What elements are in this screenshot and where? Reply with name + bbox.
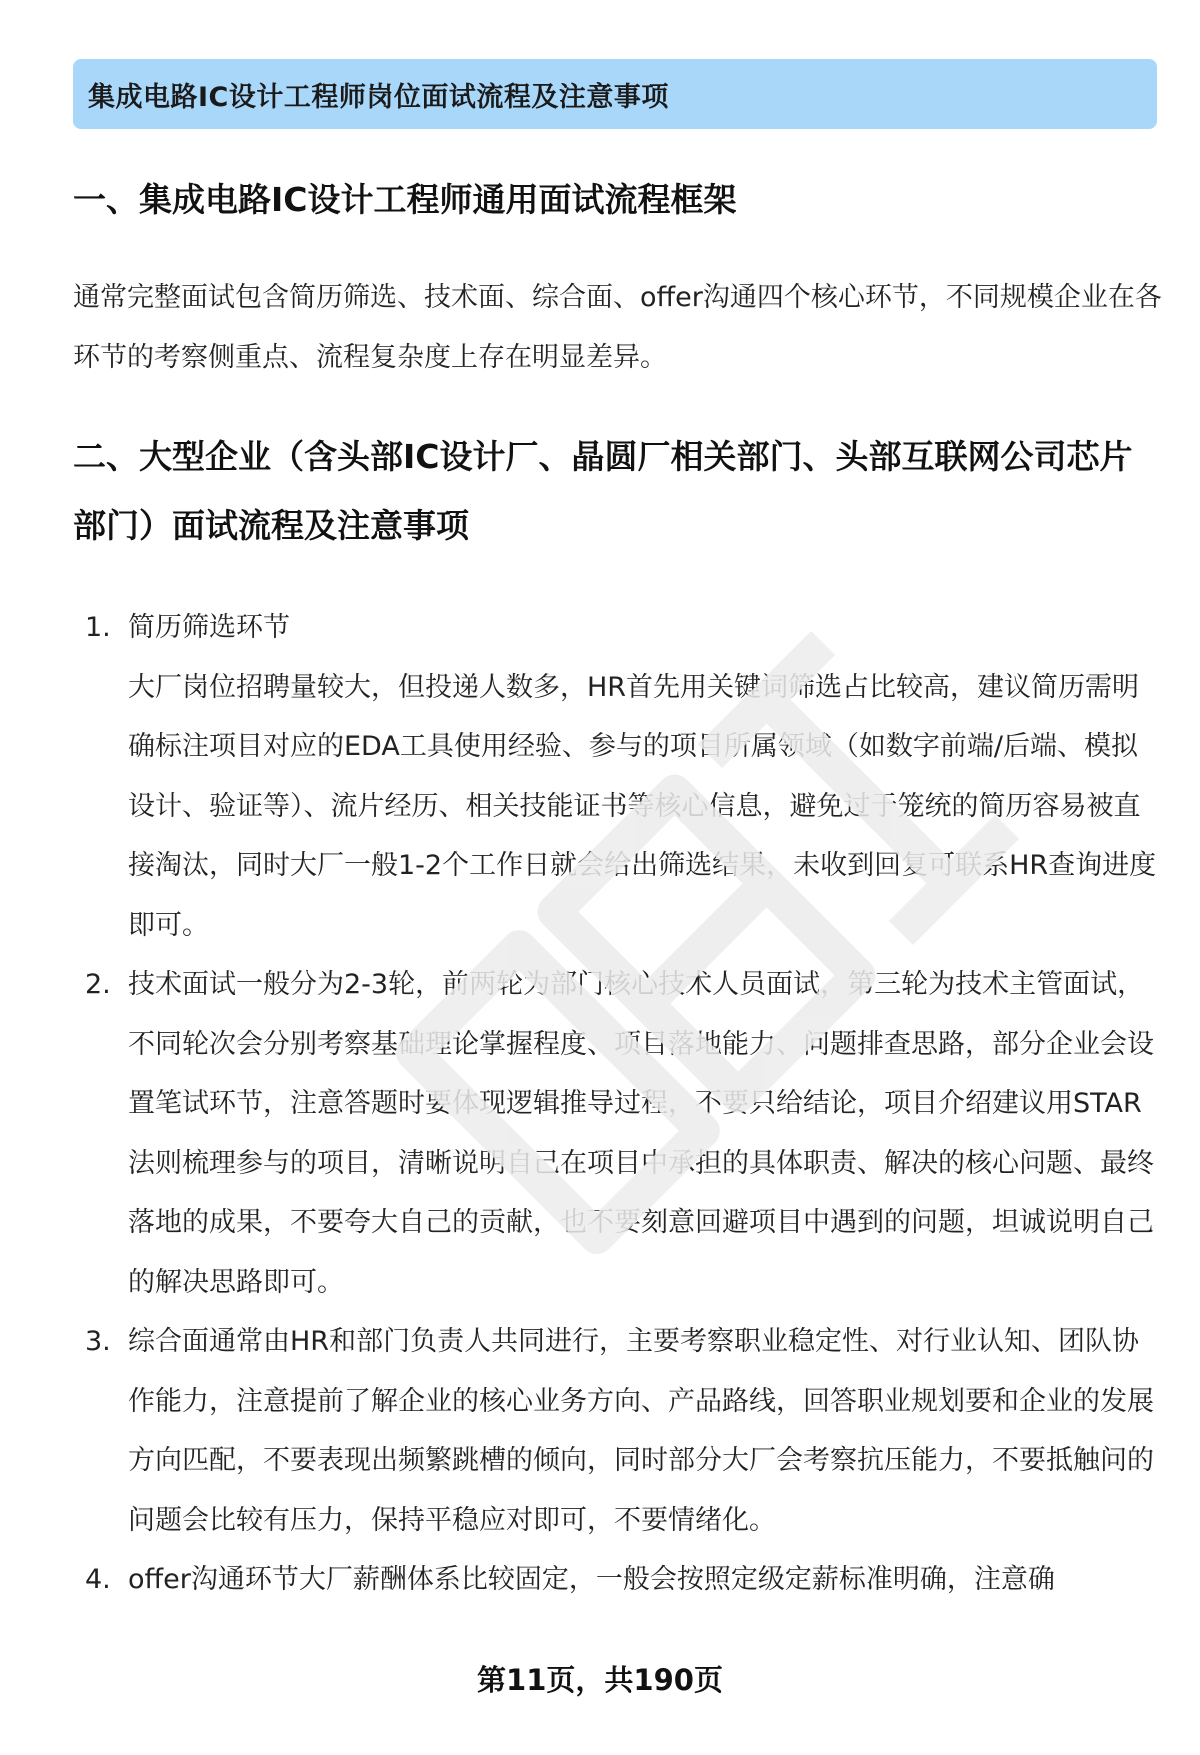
list-item-number: 2. (85, 969, 111, 1000)
section-1-paragraph: 通常完整面试包含简历筛选、技术面、综合面、offer沟通四个核心环节，不同规模企业在各环节的考察侧重点、流程复杂度上存在明显差异。 (73, 282, 1162, 373)
section-1-heading: 一、集成电路IC设计工程师通用面试流程框架 (73, 180, 737, 219)
list-item (73, 1550, 1163, 1610)
document-title: 集成电路IC设计工程师岗位面试流程及注意事项 (88, 81, 669, 113)
section-2-heading: 二、大型企业（含头部IC设计厂、晶圆厂相关部门、头部互联网公司芯片部门）面试流程及注意事项 (73, 437, 1133, 545)
list-item-number: 4. (85, 1564, 111, 1595)
list-item-text: 大厂岗位招聘量较大，但投递人数多，HR首先用关键词筛选占比较高，建议简历需明确标注项目对应的EDA工具使用经验、参与的项目所属领域（如数字前端/后端、模拟设计、验证等）、流片经历、相关技能证书等核心信息，避免过于笼统的简历容易被直接淘汰，同时大厂一般1-2个工作日就会给出筛选结果，未收到回复可联系HR查询进度即可。 (128, 671, 1157, 941)
list-item (73, 1312, 1163, 1550)
list-item-text: 综合面通常由HR和部门负责人共同进行，主要考察职业稳定性、对行业认知、团队协作能力，注意提前了解企业的核心业务方向、产品路线，回答职业规划要和企业的发展方向匹配，不要表现出频繁跳槽的倾向，同时部分大厂会考察抗压能力，不要抵触问的问题会比较有压力，保持平稳应对即可，不要情绪化。 (128, 1326, 1154, 1536)
list-item-title: 简历筛选环节 (128, 612, 290, 643)
list-item-text: offer沟通环节大厂薪酬体系比较固定，一般会按照定级定薪标准明确，注意确 (128, 1564, 1055, 1595)
list-item (73, 955, 1163, 1312)
list-item-text: 技术面试一般分为2-3轮，前两轮为部门核心技术人员面试，第三轮为技术主管面试，不同轮次会分别考察基础理论掌握程度、项目落地能力、问题排查思路，部分企业会设置笔试环节，注意答题时要体现逻辑推导过程，不要只给结论，项目介绍建议用STAR法则梳理参与的项目，清晰说明自己在项目中承担的具体职责、解决的核心问题、最终落地的成果，不要夸大自己的贡献，也不要刻意回避项目中遇到的问题，坦诚说明自己的解决思路即可。 (128, 969, 1154, 1298)
list-item-number: 3. (85, 1326, 111, 1357)
document-header-banner (73, 59, 1157, 129)
interview-process-list (73, 598, 1163, 1610)
list-item (73, 598, 1163, 955)
page-number-footer: 第11页，共190页 (0, 1660, 1200, 1700)
list-item-number: 1. (85, 612, 111, 643)
